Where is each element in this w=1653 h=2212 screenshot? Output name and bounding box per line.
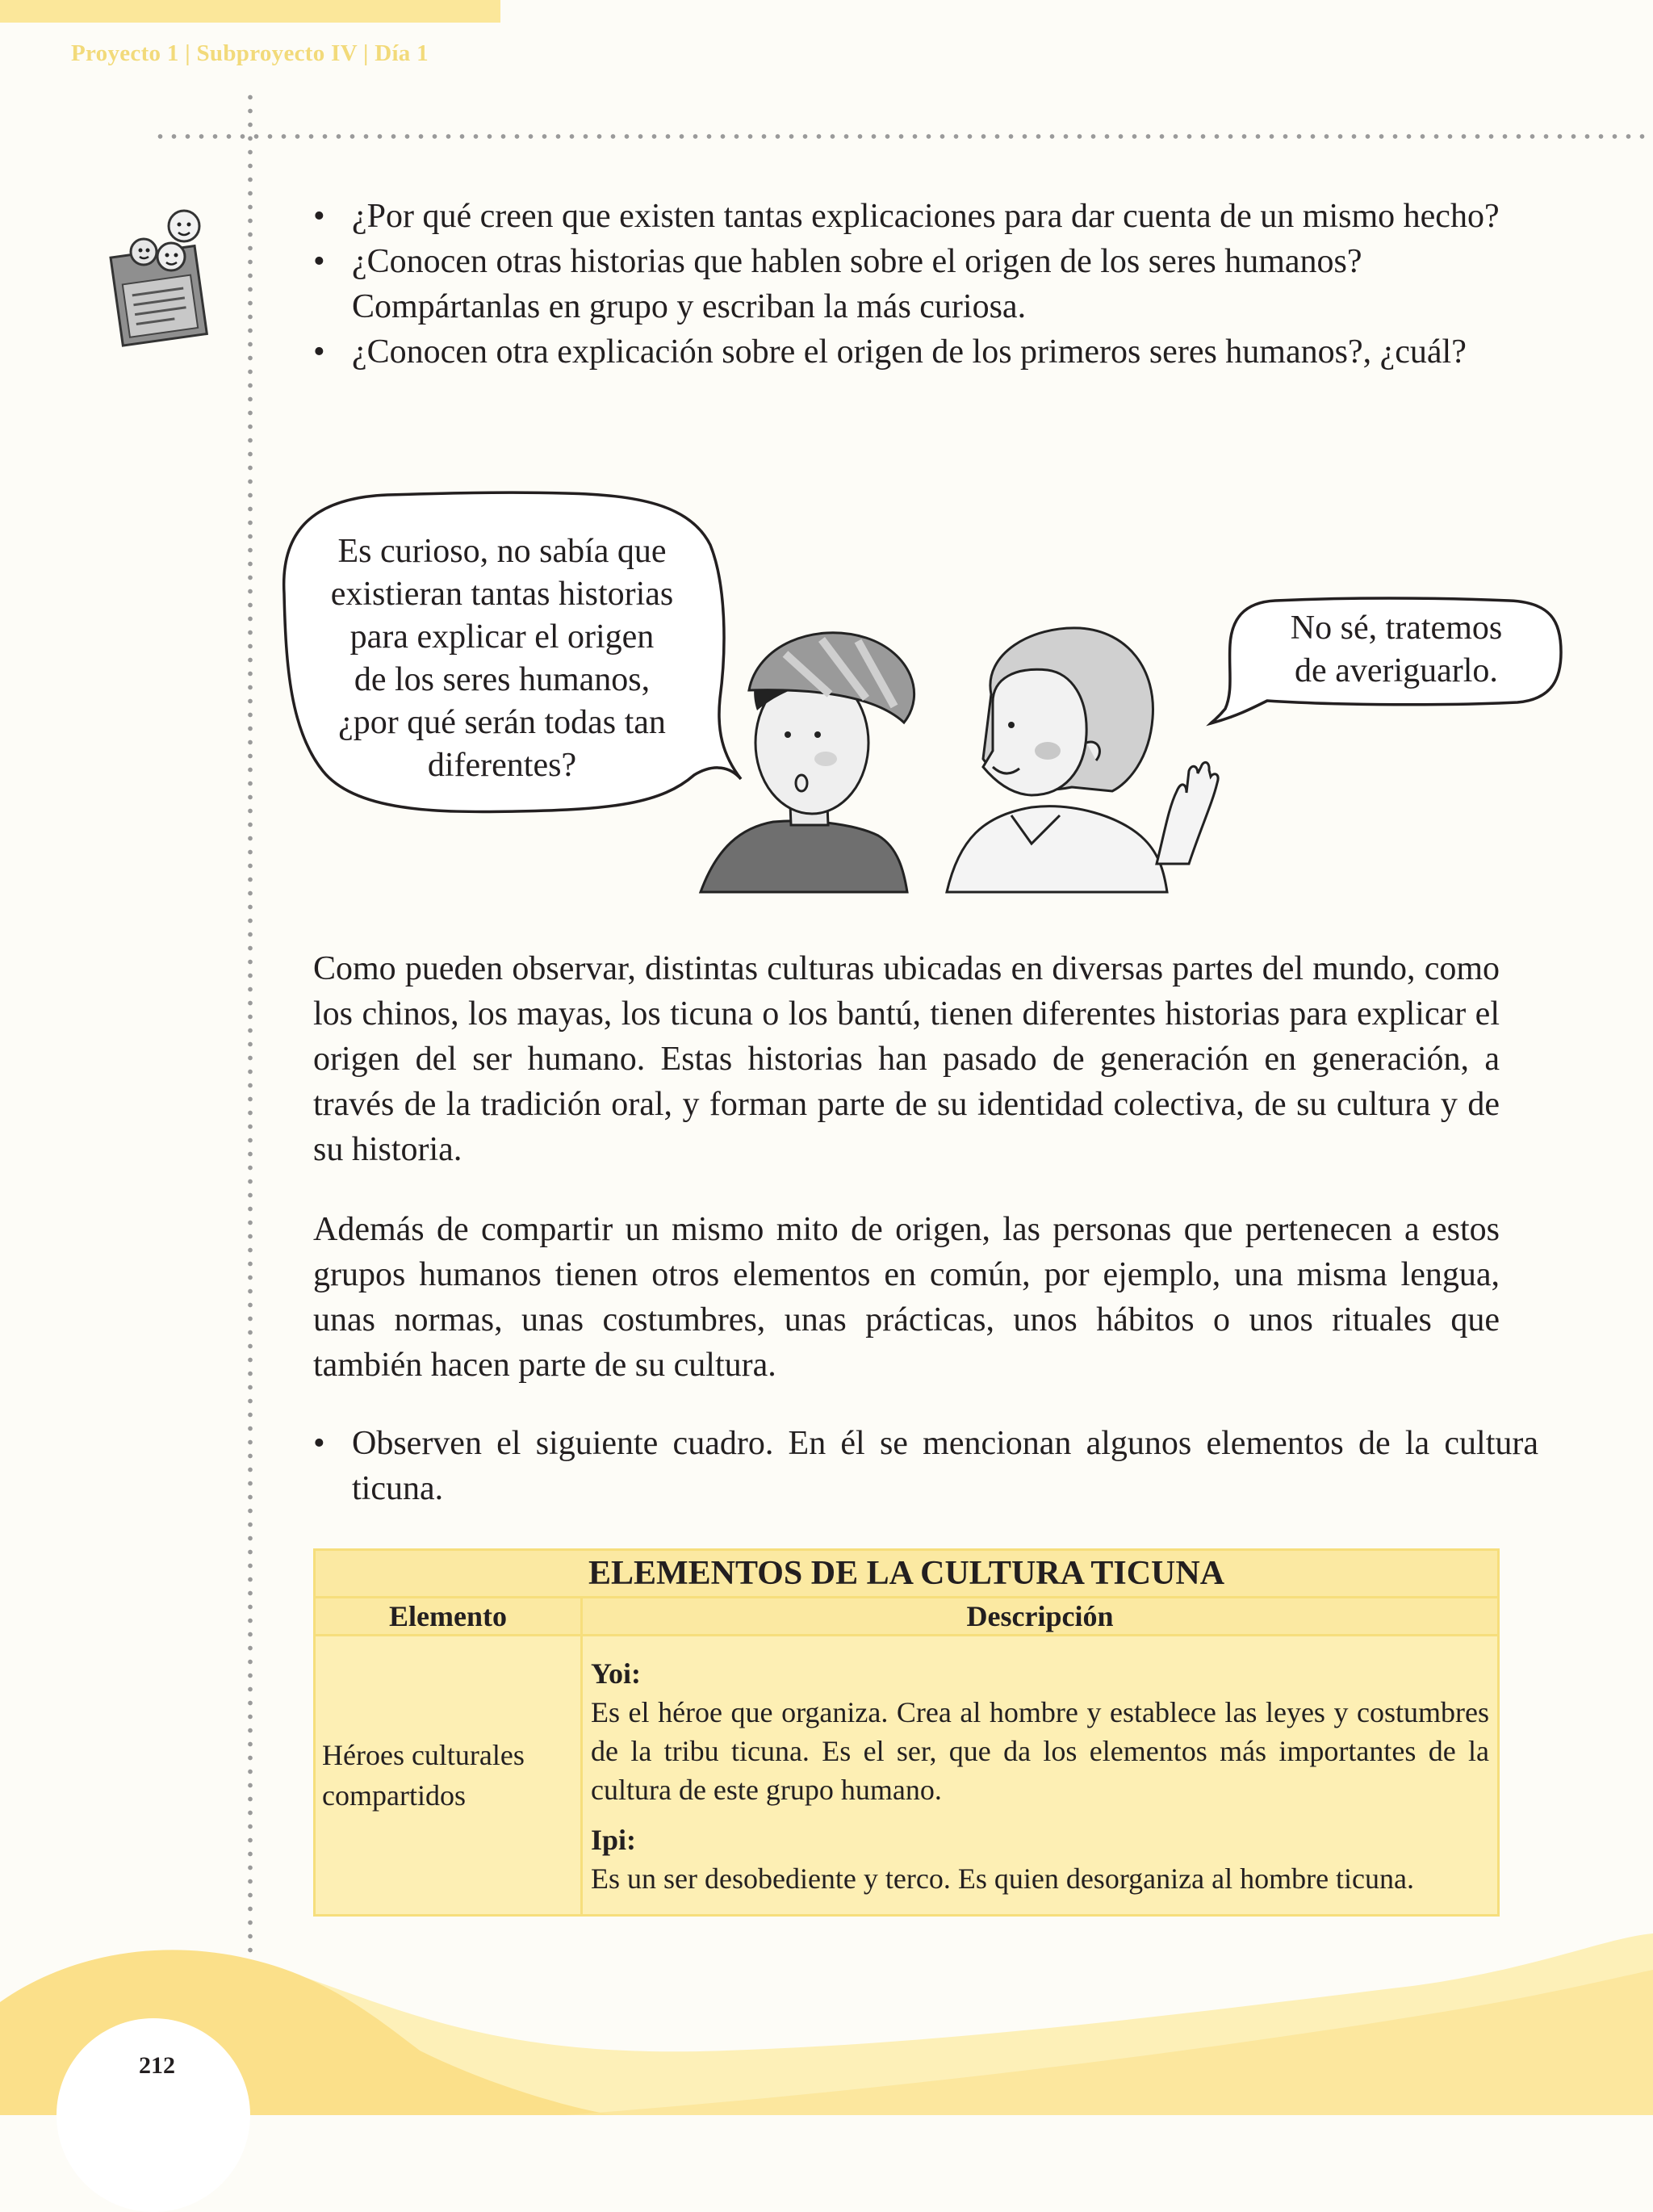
bubble-line: ¿por qué serán todas tan [338, 704, 666, 741]
bubble-line: existieran tantas historias [330, 576, 674, 613]
page-number: 212 [139, 2052, 175, 2079]
bubble-line: para explicar el origen [349, 618, 655, 656]
paragraph: Como pueden observar, distintas culturas ubicadas en diversas partes del mundo, como los chinos, los mayas, los ticuna o los bantú, tienen diferentes historias para explicar el origen del ser humano. Estas historias han pasado de generación en generación, a través de la tradición oral, y forman parte de su identidad colectiva, de su cultura y de su historia. [313, 950, 1500, 1168]
culture-table [313, 1548, 1500, 1917]
table-header-description: Descripción [582, 1598, 1499, 1636]
entry-text: Es el héroe que organiza. Crea al hombre y establece las leyes y costumbres de la tribu ticuna. Es el ser, que da los elementos más importantes de la cultura de este grupo humano. [591, 1696, 1489, 1806]
bubble-line: diferentes? [427, 747, 577, 784]
question-item: • ¿Conocen otras historias que hablen sobre el origen de los seres humanos? Compártanlas en grupo y escriban la más curiosa. [313, 239, 1500, 329]
dotted-divider-horizontal [153, 134, 1653, 139]
speech-bubble-right [1211, 596, 1566, 725]
table-cell-description [582, 1636, 1499, 1916]
question-list [313, 194, 1500, 375]
bubble-line: Es curioso, no sabía que [337, 533, 667, 570]
bubble-line: de averiguarlo. [1295, 652, 1498, 689]
top-accent-bar [0, 0, 500, 23]
dotted-divider-vertical [248, 90, 253, 1996]
entry-name: Yoi: [591, 1657, 641, 1690]
decorative-footer-waves [0, 1889, 1653, 2115]
question-item: • ¿Conocen otra explicación sobre el origen de los primeros seres humanos?, ¿cuál? [313, 329, 1500, 375]
bubble-line: No sé, tratemos [1290, 610, 1503, 647]
table-header-element: Elemento [315, 1598, 582, 1636]
table-title: ELEMENTOS DE LA CULTURA TICUNA [315, 1550, 1499, 1598]
table-row [315, 1636, 1499, 1916]
running-header: Proyecto 1 | Subproyecto IV | Día 1 [71, 40, 429, 66]
entry-name: Ipi: [591, 1824, 637, 1856]
group-work-icon [105, 202, 226, 347]
two-children-illustration [693, 622, 1225, 904]
table-cell-element: Héroes culturales compartidos [315, 1636, 582, 1916]
page-number-badge [56, 2018, 250, 2212]
entry-text: Es un ser desobediente y terco. Es quien desorganiza al hombre ticuna. [591, 1862, 1415, 1895]
observe-bullet: • Observen el siguiente cuadro. En él se mencionan algunos elementos de la cultura ticuna. [313, 1421, 1538, 1511]
bubble-line: de los seres humanos, [354, 661, 651, 698]
paragraph: Además de compartir un mismo mito de origen, las personas que pertenecen a estos grupos humanos tienen otros elementos en común, por ejemplo, una misma lengua, unas normas, unas costumbres, unas prácticas, unos hábitos o unos rituales que también hacen parte de su cultura. [313, 1211, 1500, 1384]
speech-bubble-left [274, 488, 743, 827]
question-item: • ¿Por qué creen que existen tantas explicaciones para dar cuenta de un mismo hecho? [313, 194, 1500, 239]
